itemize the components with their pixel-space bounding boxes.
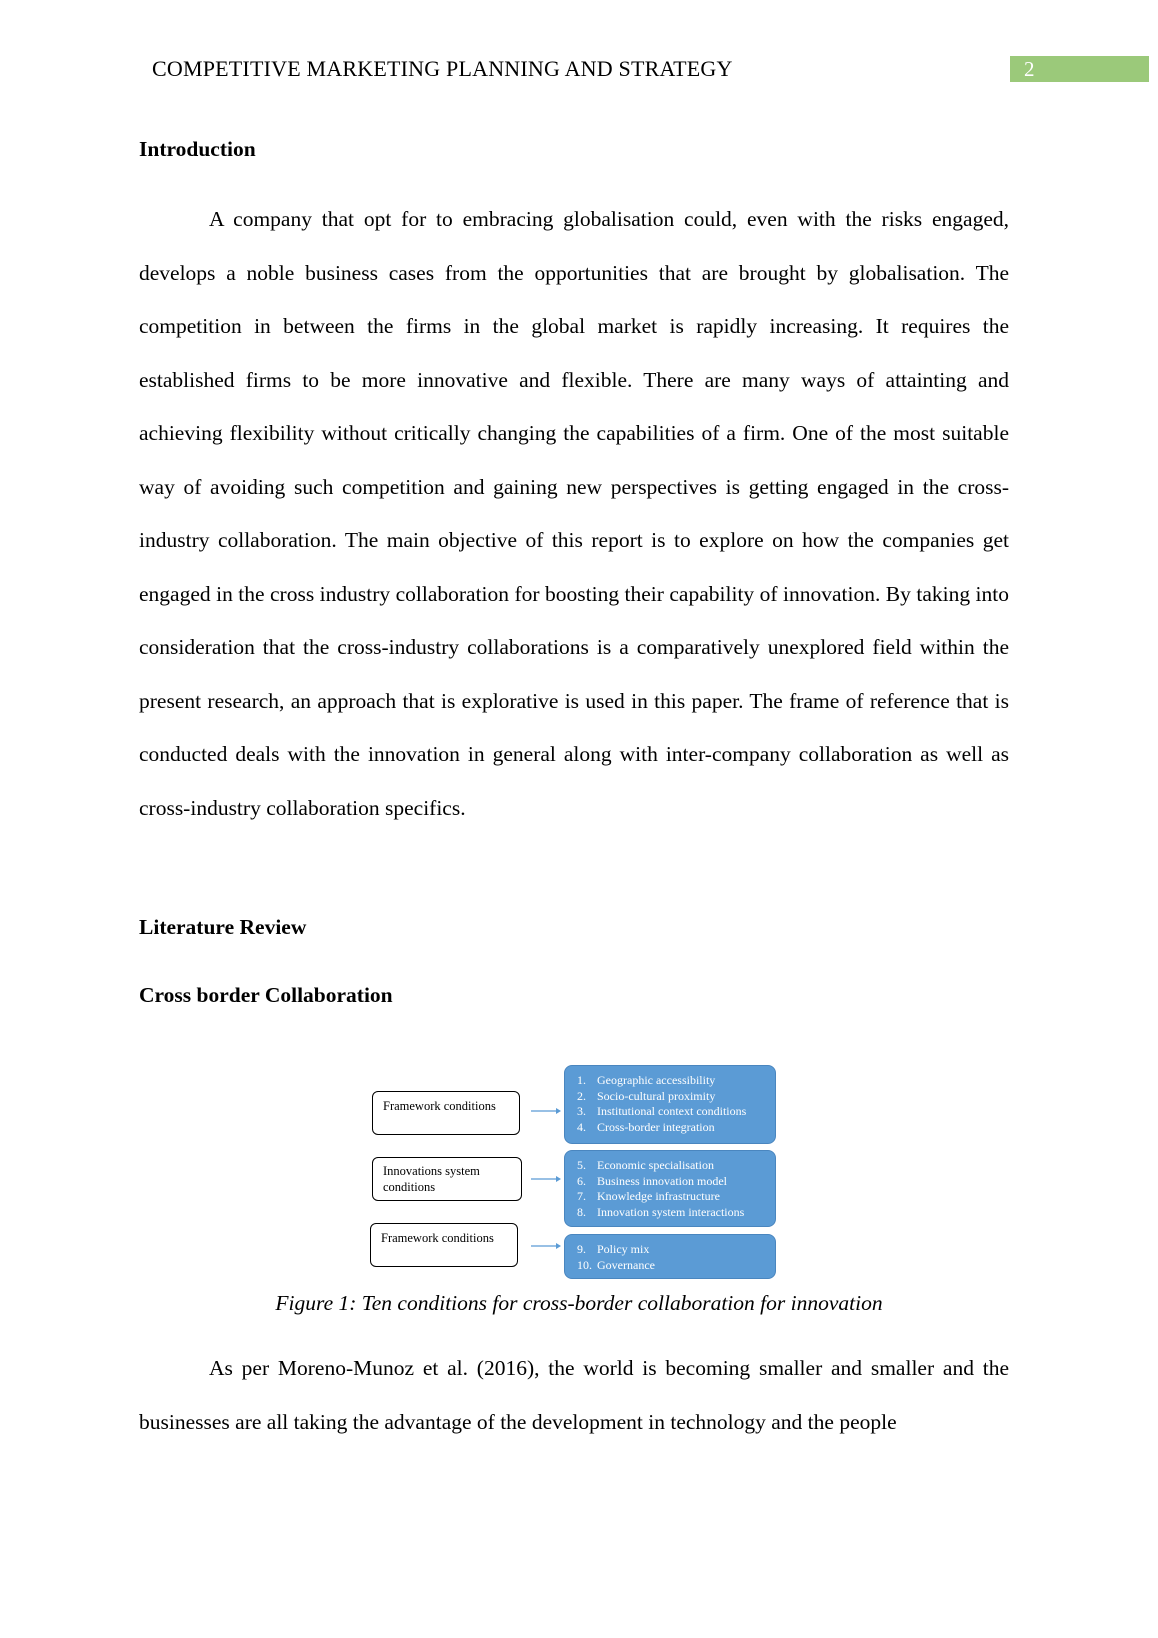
literature-review-heading: Literature Review [139,915,307,939]
figure-caption: Figure 1: Ten conditions for cross-border collaboration for innovation [275,1291,883,1315]
condition-item: 7. Knowledge infrastructure [577,1189,720,1203]
condition-item: 3. Institutional context conditions [577,1104,747,1118]
condition-item: 5. Economic specialisation [577,1158,714,1172]
arrow-icon [531,1241,561,1251]
cross-border-heading: Cross border Collaboration [139,983,393,1007]
body-paragraph: As per Moreno-Munoz et al. (2016), the world is becoming smaller and smaller and the businesses are all taking the advantage of the development in technology and the people [139,1356,1009,1434]
condition-item: 6. Business innovation model [577,1173,727,1188]
running-head: COMPETITIVE MARKETING PLANNING AND STRATEGY [152,56,733,81]
introduction-paragraph: A company that opt for to embracing globalisation could, even with the risks engaged, develops a noble business cases from the opportunities that are brought by globalisation. The competition in between the firms in the global market is rapidly increasing. It requires the established firms to be more innovative and flexible. There are many ways of attainting and achieving flexibility without critically changing the capabilities of a firm. One of the most suitable way of avoiding such competition and gaining new perspectives is getting engaged in the cross-industry collaboration. The main objective of this report is to explore on how the companies get engaged in the cross industry collaboration for boosting their capability of innovation. By taking into consideration that the cross-industry collaborations is a comparatively unexplored field within the present research, an approach that is explorative is used in this paper. The frame of reference that is conducted deals with the innovation in general along with inter-company collaboration as well as cross-industry collaboration specifics. [139,207,1009,820]
conditions-diagram [360,1060,780,1290]
page-number: 2 [1010,56,1149,82]
condition-item: 4. Cross-border integration [577,1119,715,1134]
condition-item: 10. Governance [577,1257,655,1272]
condition-item: 8. Innovation system interactions [577,1204,745,1219]
condition-item: 2. Socio-cultural proximity [577,1088,716,1103]
innovation-system-conditions-box: Innovations system conditions [372,1157,522,1201]
arrow-icon [531,1106,561,1116]
framework-conditions-box-2: Framework conditions [370,1223,518,1267]
condition-item: 1. Geographic accessibility [577,1073,716,1087]
conditions-list-2 [564,1150,776,1227]
framework-conditions-box: Framework conditions [372,1091,520,1135]
arrow-icon [531,1174,561,1184]
condition-item: 9. Policy mix [577,1242,650,1256]
introduction-heading: Introduction [139,137,256,161]
conditions-list-3 [564,1234,776,1279]
conditions-list-1 [564,1065,776,1144]
